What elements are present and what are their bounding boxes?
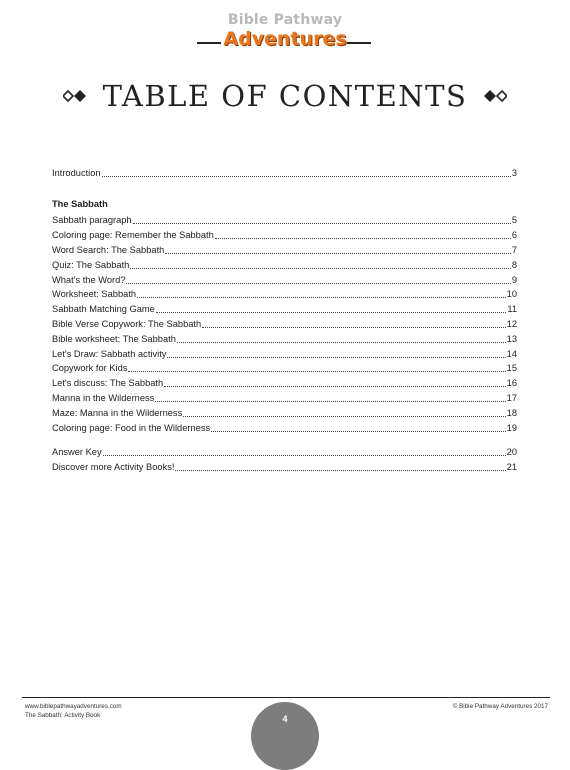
footer-left: [25, 702, 122, 720]
toc-entry-label: Bible Verse Copywork: The Sabbath: [52, 318, 202, 329]
toc-entry-label: Let's discuss: The Sabbath: [52, 378, 164, 389]
dot-leader: [103, 454, 506, 456]
toc-entry[interactable]: [52, 458, 517, 473]
dot-leader: [183, 415, 505, 417]
section-entries: [52, 212, 517, 434]
dot-leader: [202, 326, 505, 328]
toc-entry-label: Maze: Manna in the Wilderness: [52, 407, 183, 418]
toc-entry-page: 10: [506, 289, 517, 300]
toc-entry-page: 6: [511, 230, 517, 241]
dot-leader: [102, 175, 511, 177]
footer-book-title: The Sabbath: Activity Book: [25, 712, 101, 719]
page-title: TABLE OF CONTENTS: [102, 79, 468, 113]
toc-entry[interactable]: [52, 271, 517, 286]
toc-entry-page: 3: [511, 167, 517, 178]
toc-entry[interactable]: [52, 212, 517, 227]
logo-text-top: Bible Pathway: [227, 12, 343, 28]
toc-entry-label: Coloring page: Remember the Sabbath: [52, 230, 214, 241]
toc-entry-page: 14: [506, 348, 517, 359]
dot-leader: [164, 385, 505, 387]
dot-leader: [130, 267, 510, 269]
toc-entry[interactable]: [52, 419, 517, 434]
dot-leader: [215, 237, 511, 239]
toc-entry-page: 12: [506, 318, 517, 329]
diamond-ornament-left-icon: [63, 89, 91, 103]
page-number: 4: [282, 714, 288, 724]
diamond-ornament-right-icon: [479, 89, 507, 103]
toc-entry-page: 19: [506, 422, 517, 433]
footer-website[interactable]: www.biblepathwayadventures.com: [25, 703, 122, 710]
toc-entry[interactable]: [52, 374, 517, 389]
toc-entry-page: 5: [511, 215, 517, 226]
toc-entry-label: What's the Word?: [52, 274, 126, 285]
toc-entry-page: 9: [511, 274, 517, 285]
dot-leader: [175, 469, 505, 471]
dot-leader: [133, 222, 511, 224]
footer-copyright: © Bible Pathway Adventures 2017: [452, 703, 548, 710]
toc-entry[interactable]: [52, 444, 517, 459]
toc-entry-label: Manna in the Wilderness: [52, 392, 155, 403]
dot-leader: [167, 356, 505, 358]
toc-entry-page: 16: [506, 378, 517, 389]
toc-entry[interactable]: [52, 345, 517, 360]
toc-entry-page: 8: [511, 259, 517, 270]
toc-entry[interactable]: [52, 315, 517, 330]
toc-entry-label: Discover more Activity Books!: [52, 462, 175, 473]
toc-entry-label: Copywork for Kids: [52, 363, 128, 374]
toc-entry[interactable]: [52, 164, 517, 179]
dot-leader: [165, 252, 511, 254]
toc-entry-page: 11: [507, 304, 517, 315]
dot-leader: [156, 311, 507, 313]
toc-entry[interactable]: [52, 360, 517, 375]
dot-leader: [211, 430, 506, 432]
dot-leader: [126, 282, 510, 284]
toc-entry[interactable]: [52, 404, 517, 419]
toc-entry-page: 13: [506, 333, 517, 344]
toc-entry-label: Sabbath paragraph: [52, 215, 132, 226]
brand-logo: [0, 6, 570, 54]
toc-entry-label: Word Search: The Sabbath: [52, 244, 165, 255]
footer-divider: [22, 697, 550, 698]
toc-entry[interactable]: [52, 226, 517, 241]
page-number-badge: [251, 702, 319, 770]
dot-leader: [177, 341, 506, 343]
toc-entry-page: 18: [506, 407, 517, 418]
toc-entry-page: 7: [511, 244, 517, 255]
toc-entry-label: Worksheet: Sabbath: [52, 289, 137, 300]
toc-entry-label: Answer Key: [52, 447, 102, 458]
toc-entry-page: 20: [506, 447, 517, 458]
toc-entry-label: Introduction: [52, 167, 101, 178]
dot-leader: [155, 400, 505, 402]
toc-entry[interactable]: [52, 300, 517, 315]
dot-leader: [128, 370, 505, 372]
toc-entry[interactable]: [52, 241, 517, 256]
toc-entry-label: Sabbath Matching Game: [52, 304, 155, 315]
table-of-contents: [52, 164, 517, 473]
toc-entry-label: Bible worksheet: The Sabbath: [52, 333, 176, 344]
toc-entry-label: Coloring page: Food in the Wilderness: [52, 422, 211, 433]
toc-entry-page: 17: [506, 392, 517, 403]
toc-entry[interactable]: [52, 389, 517, 404]
logo-text-main: Adventures: [223, 28, 347, 50]
page-title-block: [0, 80, 570, 112]
toc-entry[interactable]: [52, 330, 517, 345]
toc-entry-page: 21: [506, 462, 517, 473]
toc-entry-label: Quiz: The Sabbath: [52, 259, 130, 270]
toc-entry[interactable]: [52, 256, 517, 271]
toc-entry[interactable]: [52, 286, 517, 301]
toc-entry-page: 15: [506, 363, 517, 374]
toc-entry-label: Let's Draw: Sabbath activity: [52, 348, 167, 359]
section-heading: The Sabbath: [52, 198, 108, 209]
dot-leader: [137, 296, 506, 298]
